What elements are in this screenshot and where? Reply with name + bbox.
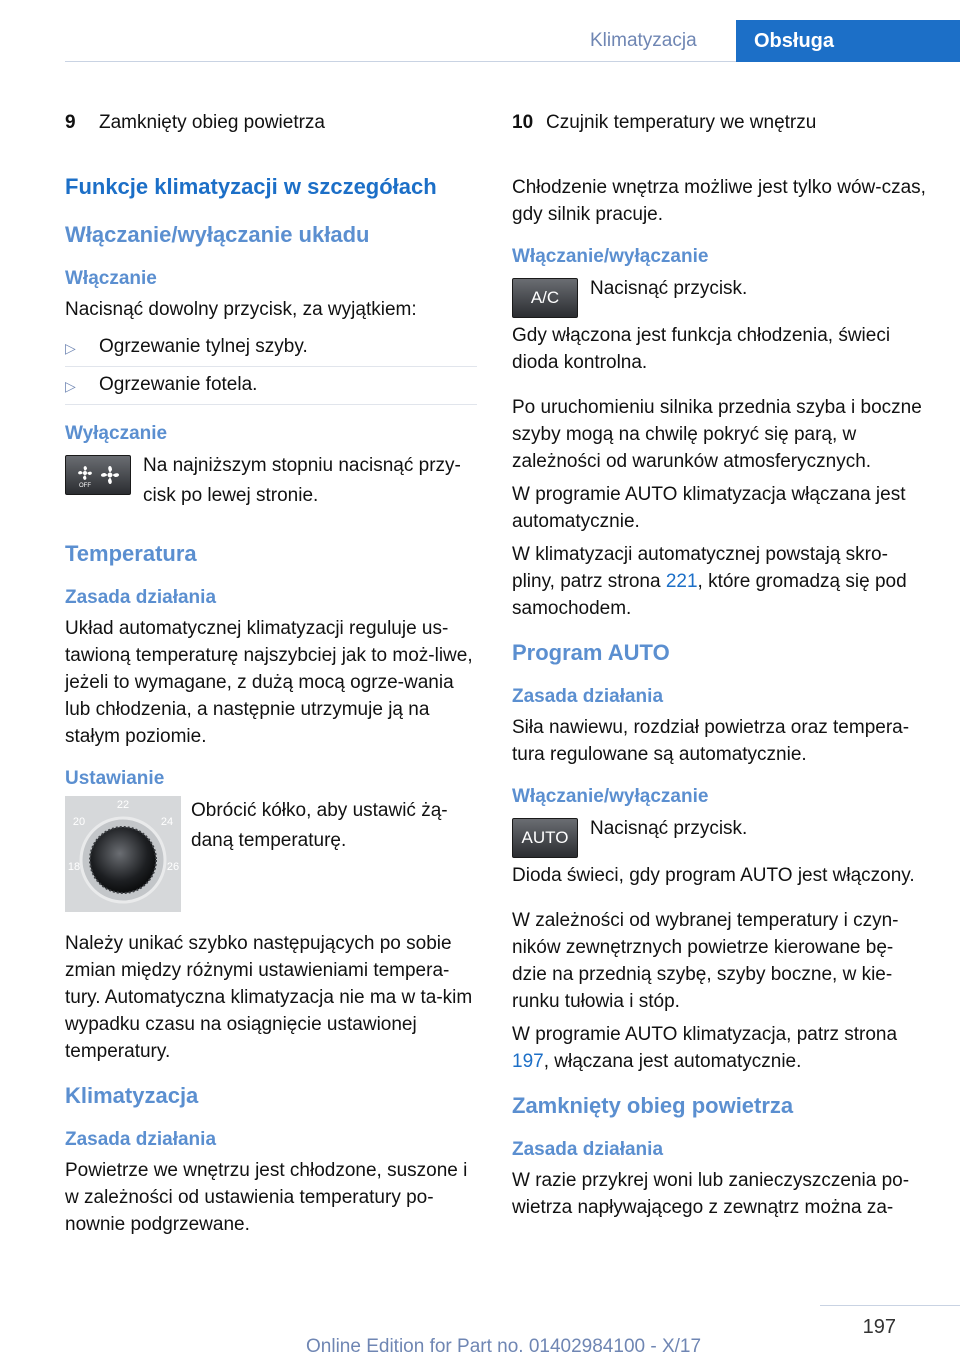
recirc-principle-heading: Zasada działania — [512, 1139, 664, 1160]
ac-press-text: Nacisnąć przycisk. — [590, 278, 748, 299]
temperature-heading: Temperatura — [65, 541, 197, 566]
condensate-text — [512, 541, 926, 622]
legend-item-10 — [512, 108, 926, 138]
left-column — [65, 108, 477, 1256]
list-item-text: Ogrzewanie fotela. — [99, 374, 258, 395]
exception-list — [65, 329, 477, 405]
temperature-principle-text: Układ automatycznej klimatyzacji reguluje us-tawioną temperaturę najszybciej jak to moż-liwe, jeżeli to wymagane, z dużą mocą ogrze-wania lub chłodzenia, a następnie utrzymuje ją na stałym poziomie. — [65, 618, 473, 747]
on-text: Nacisnąć dowolny przycisk, za wyjątkiem: — [65, 299, 417, 320]
auto-ref-text — [512, 1021, 926, 1075]
dial-label: 22 — [116, 799, 130, 811]
triangle-bullet-icon: ▷ — [65, 340, 76, 356]
auto-button-row — [512, 814, 926, 858]
list-item — [65, 329, 477, 367]
legend-number: 9 — [65, 112, 76, 133]
list-item — [65, 367, 477, 405]
ac-heading: Klimatyzacja — [65, 1083, 199, 1108]
temperature-knob-image — [65, 796, 181, 912]
off-fan-button-image — [65, 455, 131, 495]
recirc-heading: Zamknięty obieg powietrza — [512, 1093, 794, 1118]
off-heading: Wyłączanie — [65, 423, 168, 444]
header-section-tab[interactable]: Obsługa — [736, 20, 960, 62]
legend-text: Zamknięty obieg powietrza — [99, 112, 325, 133]
system-onoff-heading: Włączanie/wyłączanie układu — [65, 222, 370, 247]
dial-label: 18 — [67, 861, 81, 873]
auto-led-text: Dioda świeci, gdy program AUTO jest włączony. — [512, 865, 915, 886]
legend-text: Czujnik temperatury we wnętrzu — [546, 112, 817, 133]
auto-onoff-heading: Włączanie/wyłączanie — [512, 786, 709, 807]
ac-onoff-heading: Włączanie/wyłączanie — [512, 246, 709, 267]
page-number: 197 — [862, 1316, 896, 1338]
footer-rule — [820, 1305, 960, 1306]
auto-button-image: AUTO — [512, 818, 578, 858]
auto-text: W programie AUTO klimatyzacja włączana jest automatycznie. — [512, 484, 906, 532]
setting-heading: Ustawianie — [65, 768, 165, 789]
ac-principle-text: Powietrze we wnętrzu jest chłodzone, suszone i w zależności od ustawienia temperatury po-nownie podgrzewane. — [65, 1160, 468, 1235]
footer-edition: Online Edition for Part no. 01402984100 - X/17 — [306, 1336, 702, 1357]
list-item-text: Ogrzewanie tylnej szyby. — [99, 336, 308, 357]
off-button-row — [65, 451, 477, 511]
page-link-197[interactable]: 197 — [512, 1051, 544, 1072]
program-auto-heading: Program AUTO — [512, 640, 670, 665]
fan-off-icon — [70, 460, 126, 490]
recirc-principle-text: W razie przykrej woni lub zanieczyszczenia po-wietrza napływającego z zewnątrz można za- — [512, 1170, 910, 1218]
header-chapter[interactable]: Klimatyzacja — [590, 30, 697, 51]
ac-button-row — [512, 274, 926, 318]
temperature-principle-heading: Zasada działania — [65, 587, 217, 608]
legend-number: 10 — [512, 112, 534, 133]
temperature-dial-icon — [65, 796, 181, 912]
off-instruction: Na najniższym stopniu nacisnąć przy-cisk po lewej stronie. — [143, 455, 461, 506]
cooling-note: Chłodzenie wnętrza możliwe jest tylko wów-czas, gdy silnik pracuje. — [512, 177, 926, 225]
condensate-text-b: , które gromadzą się pod samochodem. — [512, 571, 907, 619]
auto-ref-text-b: , włączana jest automatycznie. — [543, 1051, 802, 1072]
fog-text: Po uruchomieniu silnika przednia szyba i boczne szyby mogą na chwilę pokryć się parą, w zależności od warunków atmosferycznych. — [512, 397, 922, 472]
dial-label: 24 — [160, 816, 174, 828]
auto-principle-text: Siła nawiewu, rozdział powietrza oraz tempera-tura regulowane są automatycznie. — [512, 717, 910, 765]
temperature-knob-row — [65, 796, 477, 912]
on-heading: Włączanie — [65, 268, 157, 289]
ac-principle-heading: Zasada działania — [65, 1129, 217, 1150]
legend-item-9 — [65, 108, 477, 138]
svg-text:OFF: OFF — [79, 483, 91, 489]
ac-button-image: A/C — [512, 278, 578, 318]
condensate-text-a: W klimatyzacji automatycznej powstają skro-pliny, patrz strona — [512, 544, 888, 592]
ac-led-text: Gdy włączona jest funkcja chłodzenia, świeci dioda kontrolna. — [512, 325, 891, 373]
auto-principle-heading: Zasada działania — [512, 686, 664, 707]
dial-label: 26 — [166, 861, 180, 873]
main-heading: Funkcje klimatyzacji w szczegółach — [65, 174, 437, 199]
auto-press-text: Nacisnąć przycisk. — [590, 818, 748, 839]
temperature-warning-text: Należy unikać szybko następujących po sobie zmian między różnymi ustawieniami tempera-tury. Automatyczna klimatyzacja nie ma w ta-kim wypadku czasu na osiągnięcie ustawionej temperatury. — [65, 933, 473, 1062]
distribution-text: W zależności od wybranej temperatury i czyn-ników zewnętrznych powietrze kierowane bę-dzie na przednią szybę, szyby boczne, w kie-runku tułowia i stóp. — [512, 910, 899, 1012]
setting-instruction: Obrócić kółko, aby ustawić żą-daną temperaturę. — [191, 800, 448, 851]
auto-ref-text-a: W programie AUTO klimatyzacja, patrz strona — [512, 1024, 898, 1045]
triangle-bullet-icon: ▷ — [65, 378, 76, 394]
page-link-221[interactable]: 221 — [665, 571, 698, 592]
right-column — [512, 108, 926, 1239]
dial-label: 20 — [72, 816, 86, 828]
